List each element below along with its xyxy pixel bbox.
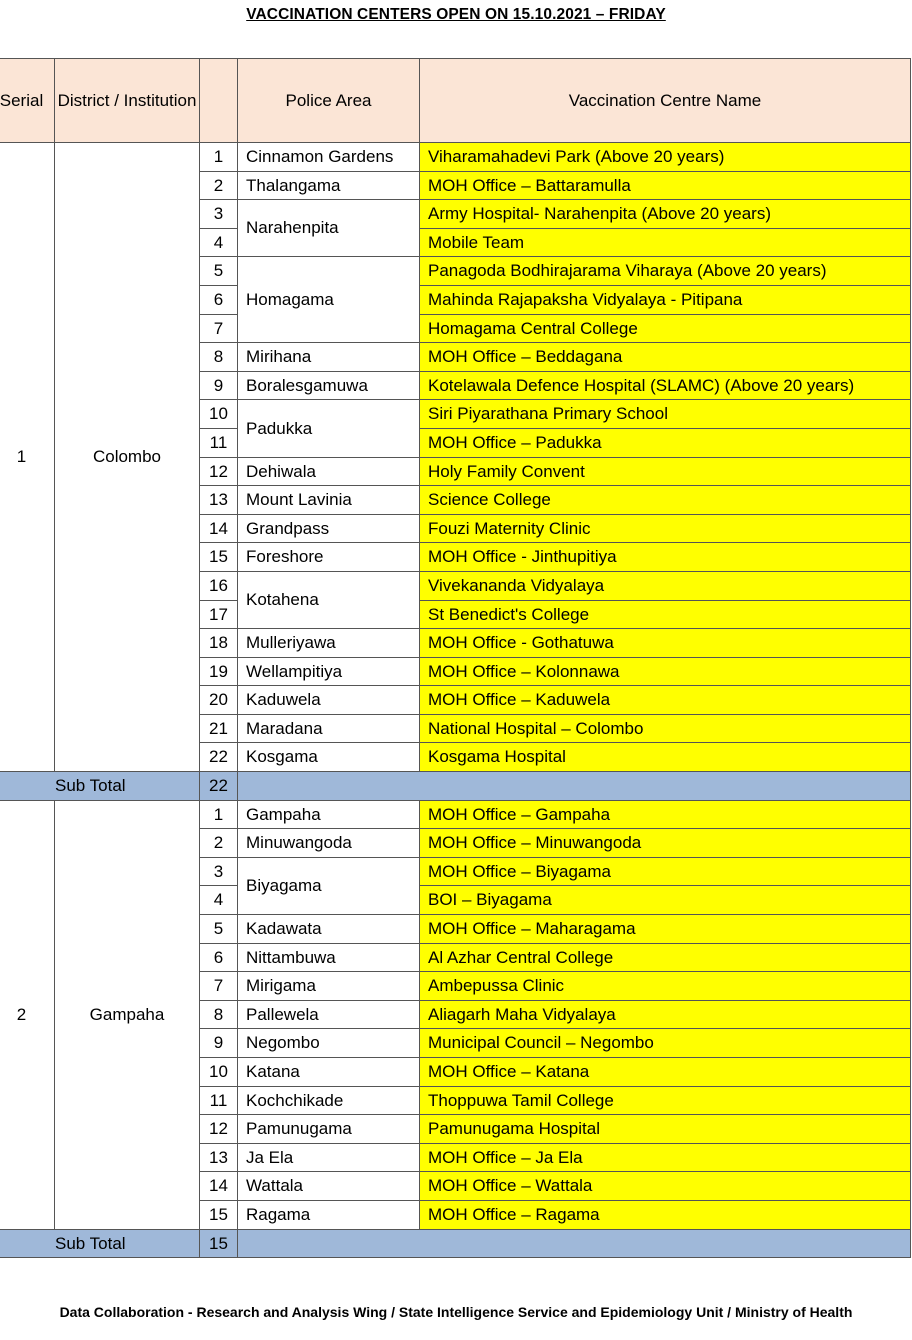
police-area-cell: Foreshore	[238, 543, 420, 572]
row-number-cell: 17	[200, 600, 238, 629]
row-number-cell: 14	[200, 1172, 238, 1201]
centre-name-cell: MOH Office - Gothatuwa	[420, 629, 911, 658]
centre-name-cell: Municipal Council – Negombo	[420, 1029, 911, 1058]
subtotal-row	[0, 772, 911, 801]
centre-name-cell: Vivekananda Vidyalaya	[420, 571, 911, 600]
police-area-cell: Biyagama	[238, 857, 420, 914]
row-number-cell: 15	[200, 543, 238, 572]
centre-name-cell: MOH Office – Wattala	[420, 1172, 911, 1201]
subtotal-empty-cell	[238, 772, 911, 801]
police-area-cell: Ragama	[238, 1200, 420, 1229]
header-district: District / Institution	[55, 59, 200, 143]
police-area-cell: Negombo	[238, 1029, 420, 1058]
police-area-cell: Boralesgamuwa	[238, 371, 420, 400]
header-number	[200, 59, 238, 143]
subtotal-count: 22	[200, 772, 238, 801]
centre-name-cell: Fouzi Maternity Clinic	[420, 514, 911, 543]
district-cell: Colombo	[55, 143, 200, 772]
footer-credit: Data Collaboration - Research and Analysis Wing / State Intelligence Service and Epidemiology Unit / Ministry of Health	[59, 1304, 853, 1320]
police-area-cell: Narahenpita	[238, 200, 420, 257]
centre-name-cell: Kotelawala Defence Hospital (SLAMC) (Above 20 years)	[420, 371, 911, 400]
centre-name-cell: MOH Office – Kaduwela	[420, 686, 911, 715]
row-number-cell: 8	[200, 1000, 238, 1029]
row-number-cell: 13	[200, 486, 238, 515]
row-number-cell: 12	[200, 457, 238, 486]
centre-name-cell: MOH Office – Ja Ela	[420, 1143, 911, 1172]
serial-cell: 1	[0, 143, 55, 772]
row-number-cell: 9	[200, 1029, 238, 1058]
police-area-cell: Ja Ela	[238, 1143, 420, 1172]
row-number-cell: 15	[200, 1200, 238, 1229]
police-area-cell: Mirigama	[238, 972, 420, 1001]
row-number-cell: 12	[200, 1115, 238, 1144]
centre-name-cell: MOH Office – Battaramulla	[420, 171, 911, 200]
row-number-cell: 2	[200, 829, 238, 858]
subtotal-empty-cell	[238, 1229, 911, 1258]
page-title: VACCINATION CENTERS OPEN ON 15.10.2021 – FRIDAY	[246, 6, 666, 23]
header-serial: Serial	[0, 59, 55, 143]
police-area-cell: Wattala	[238, 1172, 420, 1201]
police-area-cell: Pallewela	[238, 1000, 420, 1029]
centre-name-cell: BOI – Biyagama	[420, 886, 911, 915]
centre-name-cell: MOH Office – Gampaha	[420, 800, 911, 829]
centre-name-cell: Ambepussa Clinic	[420, 972, 911, 1001]
centre-name-cell: MOH Office – Ragama	[420, 1200, 911, 1229]
header-centre-name: Vaccination Centre Name	[420, 59, 911, 143]
subtotal-count: 15	[200, 1229, 238, 1258]
centre-name-cell: MOH Office – Biyagama	[420, 857, 911, 886]
row-number-cell: 16	[200, 571, 238, 600]
centre-name-cell: Panagoda Bodhirajarama Viharaya (Above 20 years)	[420, 257, 911, 286]
centre-name-cell: Aliagarh Maha Vidyalaya	[420, 1000, 911, 1029]
row-number-cell: 1	[200, 143, 238, 172]
centre-name-cell: Pamunugama Hospital	[420, 1115, 911, 1144]
centre-name-cell: Holy Family Convent	[420, 457, 911, 486]
row-number-cell: 8	[200, 343, 238, 372]
police-area-cell: Kadawata	[238, 915, 420, 944]
police-area-cell: Mulleriyawa	[238, 629, 420, 658]
row-number-cell: 6	[200, 943, 238, 972]
subtotal-label: Sub Total	[0, 772, 200, 801]
centre-name-cell: MOH Office – Maharagama	[420, 915, 911, 944]
centre-name-cell: National Hospital – Colombo	[420, 714, 911, 743]
row-number-cell: 5	[200, 915, 238, 944]
police-area-cell: Dehiwala	[238, 457, 420, 486]
police-area-cell: Maradana	[238, 714, 420, 743]
row-number-cell: 5	[200, 257, 238, 286]
row-number-cell: 4	[200, 228, 238, 257]
centre-name-cell: Army Hospital- Narahenpita (Above 20 years)	[420, 200, 911, 229]
row-number-cell: 3	[200, 200, 238, 229]
centre-name-cell: MOH Office – Kolonnawa	[420, 657, 911, 686]
centre-name-cell: St Benedict's College	[420, 600, 911, 629]
row-number-cell: 1	[200, 800, 238, 829]
row-number-cell: 9	[200, 371, 238, 400]
header-police-area: Police Area	[238, 59, 420, 143]
row-number-cell: 10	[200, 400, 238, 429]
row-number-cell: 14	[200, 514, 238, 543]
centre-name-cell: Mobile Team	[420, 228, 911, 257]
police-area-cell: Pamunugama	[238, 1115, 420, 1144]
row-number-cell: 22	[200, 743, 238, 772]
police-area-cell: Thalangama	[238, 171, 420, 200]
district-cell: Gampaha	[55, 800, 200, 1229]
serial-cell: 2	[0, 800, 55, 1229]
centre-name-cell: Science College	[420, 486, 911, 515]
centre-name-cell: MOH Office – Katana	[420, 1058, 911, 1087]
centre-name-cell: Mahinda Rajapaksha Vidyalaya - Pitipana	[420, 285, 911, 314]
row-number-cell: 11	[200, 1086, 238, 1115]
centre-name-cell: Homagama Central College	[420, 314, 911, 343]
row-number-cell: 7	[200, 314, 238, 343]
row-number-cell: 21	[200, 714, 238, 743]
table-row	[0, 800, 911, 829]
row-number-cell: 6	[200, 285, 238, 314]
table-header-row	[0, 59, 911, 143]
vaccination-centers-table	[0, 58, 911, 1258]
police-area-cell: Homagama	[238, 257, 420, 343]
centre-name-cell: Viharamahadevi Park (Above 20 years)	[420, 143, 911, 172]
police-area-cell: Mirihana	[238, 343, 420, 372]
police-area-cell: Minuwangoda	[238, 829, 420, 858]
police-area-cell: Kochchikade	[238, 1086, 420, 1115]
centre-name-cell: Kosgama Hospital	[420, 743, 911, 772]
police-area-cell: Gampaha	[238, 800, 420, 829]
police-area-cell: Kaduwela	[238, 686, 420, 715]
centre-name-cell: MOH Office - Jinthupitiya	[420, 543, 911, 572]
table-row	[0, 143, 911, 172]
police-area-cell: Kosgama	[238, 743, 420, 772]
police-area-cell: Grandpass	[238, 514, 420, 543]
row-number-cell: 2	[200, 171, 238, 200]
subtotal-row	[0, 1229, 911, 1258]
row-number-cell: 19	[200, 657, 238, 686]
row-number-cell: 10	[200, 1058, 238, 1087]
row-number-cell: 7	[200, 972, 238, 1001]
police-area-cell: Cinnamon Gardens	[238, 143, 420, 172]
centre-name-cell: MOH Office – Padukka	[420, 428, 911, 457]
row-number-cell: 4	[200, 886, 238, 915]
row-number-cell: 3	[200, 857, 238, 886]
police-area-cell: Padukka	[238, 400, 420, 457]
police-area-cell: Nittambuwa	[238, 943, 420, 972]
police-area-cell: Wellampitiya	[238, 657, 420, 686]
centre-name-cell: Thoppuwa Tamil College	[420, 1086, 911, 1115]
centre-name-cell: Siri Piyarathana Primary School	[420, 400, 911, 429]
row-number-cell: 13	[200, 1143, 238, 1172]
police-area-cell: Mount Lavinia	[238, 486, 420, 515]
police-area-cell: Katana	[238, 1058, 420, 1087]
police-area-cell: Kotahena	[238, 571, 420, 628]
table-body	[0, 143, 911, 1258]
row-number-cell: 11	[200, 428, 238, 457]
subtotal-label: Sub Total	[0, 1229, 200, 1258]
centre-name-cell: Al Azhar Central College	[420, 943, 911, 972]
row-number-cell: 18	[200, 629, 238, 658]
centre-name-cell: MOH Office – Minuwangoda	[420, 829, 911, 858]
centre-name-cell: MOH Office – Beddagana	[420, 343, 911, 372]
row-number-cell: 20	[200, 686, 238, 715]
